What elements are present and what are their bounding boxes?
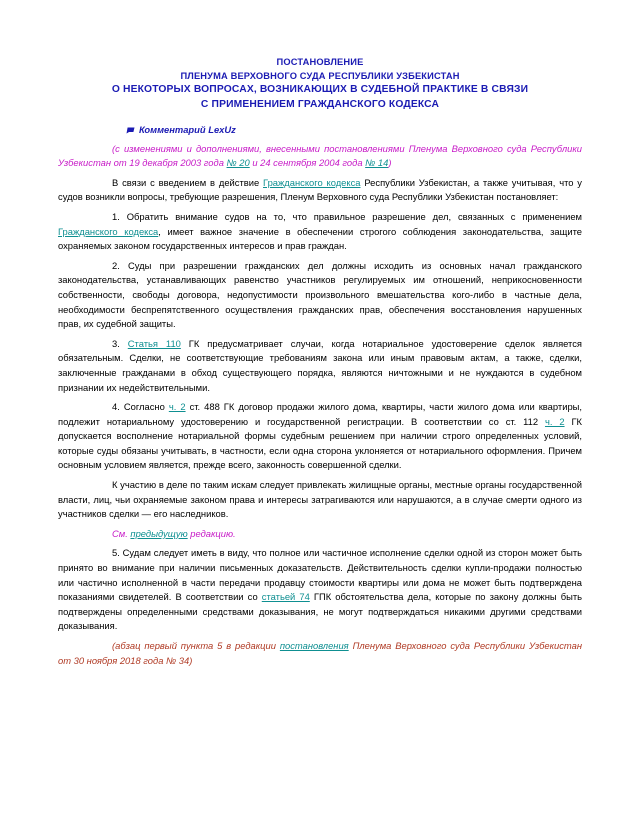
commentary-link-resolution-20[interactable]: № 20 xyxy=(226,157,250,169)
text-item-3-0: 3. xyxy=(112,337,128,349)
page-title-line-2: ПЛЕНУМА ВЕРХОВНОГО СУДА РЕСПУБЛИКИ УЗБЕКИСТАН xyxy=(180,71,460,82)
paragraph-item-2 xyxy=(58,259,582,332)
text-item-5-0: 5. Судам следует иметь в виду, что полное или частичное исполнение сделки одной из сторон может быть принято во внимание при наличии письменных доказательств. Действительность сделки купли-продажи полностью или частично исполненной в части передачи продавцу стоимости квартиры или дома не может быть подтверждена показаниями свидетелей. В соответствии со xyxy=(58,547,582,603)
paragraph-item-5 xyxy=(58,546,582,634)
document-title-block xyxy=(58,55,582,113)
link-item-3-1[interactable]: Статья 110 xyxy=(127,337,181,349)
link-item-4-3[interactable]: ч. 2 xyxy=(544,415,565,427)
page-title-line-1: ПОСТАНОВЛЕНИЕ xyxy=(276,57,364,67)
page-title-line-4: С ПРИМЕНЕНИЕМ ГРАЖДАНСКОГО КОДЕКСА xyxy=(200,99,440,110)
link-item-1-1[interactable]: Гражданского кодекса xyxy=(58,225,159,237)
commentary-heading xyxy=(58,123,582,137)
text-item-4-cont-0: К участию в деле по таким искам следует привлекать жилищные органы, местные органы государственной власти, лиц, чьи охраняемые законом права и интересы затрагиваются или нарушаются, а в случае смерти одного из участников сделки — его наследников. xyxy=(58,479,582,520)
commentary-text-part-1: (с изменениями и дополнениями, внесенными постановлениями Пленума Верховного суда Республики Узбекистан от 19 декабря 2003 года xyxy=(58,142,582,169)
see-previous-edition xyxy=(58,527,582,542)
amendment-note-link[interactable]: постановления xyxy=(279,640,349,651)
text-item-3-2: ГК предусматривает случаи, когда нотариальное удостоверение сделок является обязательным. Сделки, не соответствующие требованиям закона или иным правовым актам, а также, сделки, заключенные гражданами в обход существующего порядка, являются ничтожными и не нуждаются в судебном признании их недействительными. xyxy=(58,337,582,393)
commentary-text-part-2: и 24 сентября 2004 года xyxy=(249,157,366,169)
body-paragraphs-after xyxy=(58,546,582,634)
commentary-text-part-3: ) xyxy=(388,157,392,169)
text-intro-2: Республики Узбекистан, а также учитывая, что у судов возникли вопросы, требующие разрешения, Пленум Верховного суда Республики Узбекистан постановляет: xyxy=(58,176,582,203)
commentary-link-resolution-14[interactable]: № 14 xyxy=(365,157,389,169)
amendment-note xyxy=(58,639,582,668)
paragraph-intro xyxy=(58,176,582,205)
see-previous-prefix: См. xyxy=(112,527,131,539)
amendment-note-suffix: Пленума Верховного суда Республики Узбекистан от 30 ноября 2018 года № 34) xyxy=(58,640,583,666)
paragraph-item-4-cont xyxy=(58,478,582,522)
text-item-1-2: , имеет важное значение в обеспечении строгого соблюдения законодательства, защите охраняемых законом государственных интересов и прав граждан. xyxy=(58,225,582,252)
see-previous-link[interactable]: предыдущую xyxy=(130,527,188,539)
link-intro-1[interactable]: Гражданского кодекса xyxy=(263,176,361,188)
link-item-5-1[interactable]: статьей 74 xyxy=(261,591,310,603)
paragraph-item-3 xyxy=(58,337,582,395)
link-item-4-1[interactable]: ч. 2 xyxy=(168,401,186,413)
commentary-block xyxy=(58,123,582,171)
text-item-4-2: ст. 488 ГК договор продажи жилого дома, квартиры, части жилого дома или квартиры, подлежит нотариальному удостоверению и государственной регистрации. В соответствии со ст. 112 xyxy=(58,401,582,427)
see-previous-suffix: редакцию. xyxy=(187,527,236,539)
text-item-2-0: 2. Суды при разрешении гражданских дел должны исходить из основных начал гражданского законодательства, устанавливающих равенство участников регулируемых им отношений, неприкосновенности собственности, свободы договора, недопустимости произвольного вмешательства кого-либо в частные дела, необходимости беспрепятственного осуществления гражданских прав, обеспечения восстановления нарушенных прав, их судебной защиты. xyxy=(58,259,582,330)
commentary-heading-label: Комментарий LexUz xyxy=(139,123,236,135)
amendment-note-prefix: (абзац первый пункта 5 в редакции xyxy=(112,640,280,651)
paragraph-item-4 xyxy=(58,400,582,473)
flag-icon xyxy=(126,124,135,131)
text-intro-0: В связи с введением в действие xyxy=(112,176,264,188)
paragraph-item-1 xyxy=(58,210,582,254)
body-paragraphs-before xyxy=(58,176,582,522)
text-item-5-2: ГПК обстоятельства дела, которые по закону должны быть подтверждены определенными средствами доказывания, не могут подтверждаться никакими другими средствами доказывания. xyxy=(58,591,583,632)
text-item-4-0: 4. Согласно xyxy=(112,401,169,413)
text-item-4-4: ГК допускается восполнение нотариальной формы судебным решением при наличии строго определенных условий, которые суды обязаны учитывать, в частности, если одна сторона уклоняется от нотариального оформления. Причем основным условием является, прежде всего, законность совершенной сделки. xyxy=(58,415,582,471)
commentary-text xyxy=(58,142,582,171)
text-item-1-0: 1. Обратить внимание судов на то, что правильное разрешение дел, связанных с применением xyxy=(112,210,582,222)
page-title-line-3: О НЕКОТОРЫХ ВОПРОСАХ, ВОЗНИКАЮЩИХ В СУДЕБНОЙ ПРАКТИКЕ В СВЯЗИ xyxy=(111,84,529,96)
